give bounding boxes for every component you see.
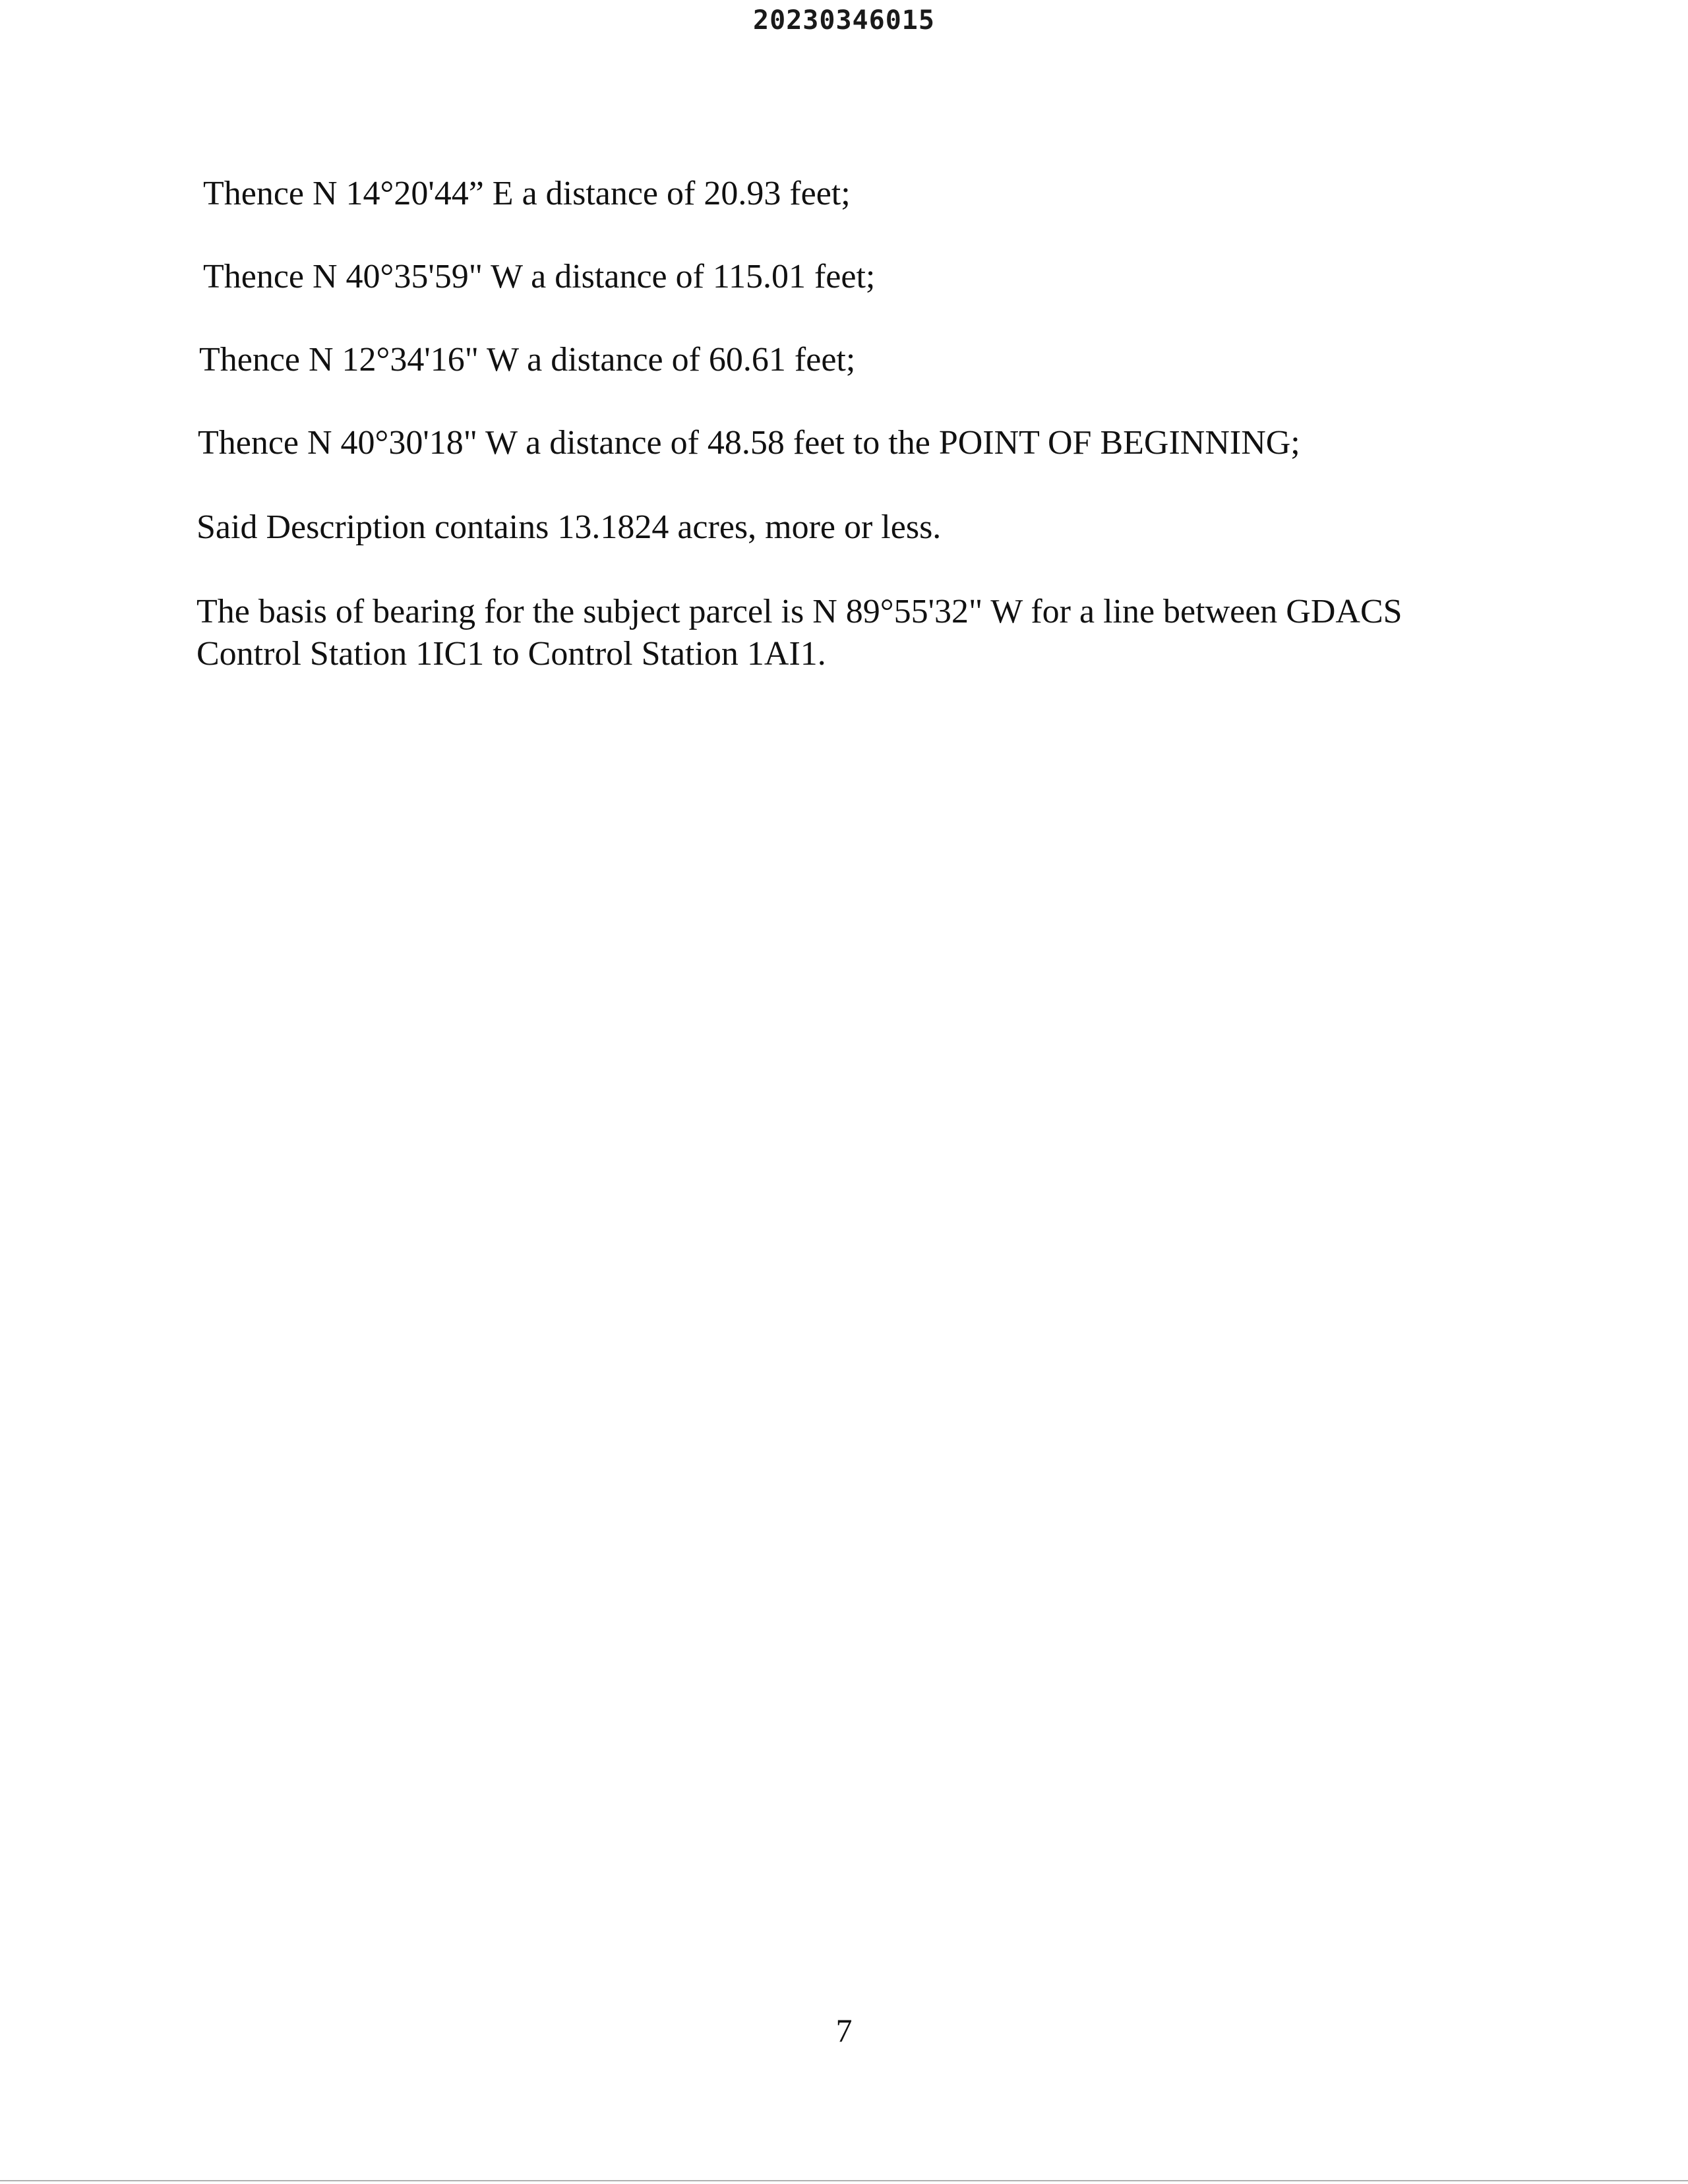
bearing-line-4: Thence N 40°30'18" W a distance of 48.58 feet to the POINT OF BEGINNING; — [198, 424, 1300, 462]
bearing-line-2: Thence N 40°35'59" W a distance of 115.01 feet; — [203, 258, 876, 295]
document-number: 20230346015 — [753, 5, 935, 36]
bearing-line-1: Thence N 14°20'44” E a distance of 20.93 feet; — [203, 175, 851, 212]
basis-of-bearing-line-2: Control Station 1IC1 to Control Station 1AI1. — [196, 635, 826, 673]
bearing-line-3: Thence N 12°34'16" W a distance of 60.61 feet; — [199, 341, 856, 379]
scan-bottom-edge — [0, 2180, 1688, 2181]
acreage-statement: Said Description contains 13.1824 acres, more or less. — [196, 508, 942, 546]
basis-of-bearing-paragraph — [196, 591, 1515, 675]
basis-of-bearing-line-1: The basis of bearing for the subject parcel is N 89°55'32" W for a line between GDACS — [196, 593, 1402, 630]
page-number: 7 — [835, 2012, 853, 2049]
